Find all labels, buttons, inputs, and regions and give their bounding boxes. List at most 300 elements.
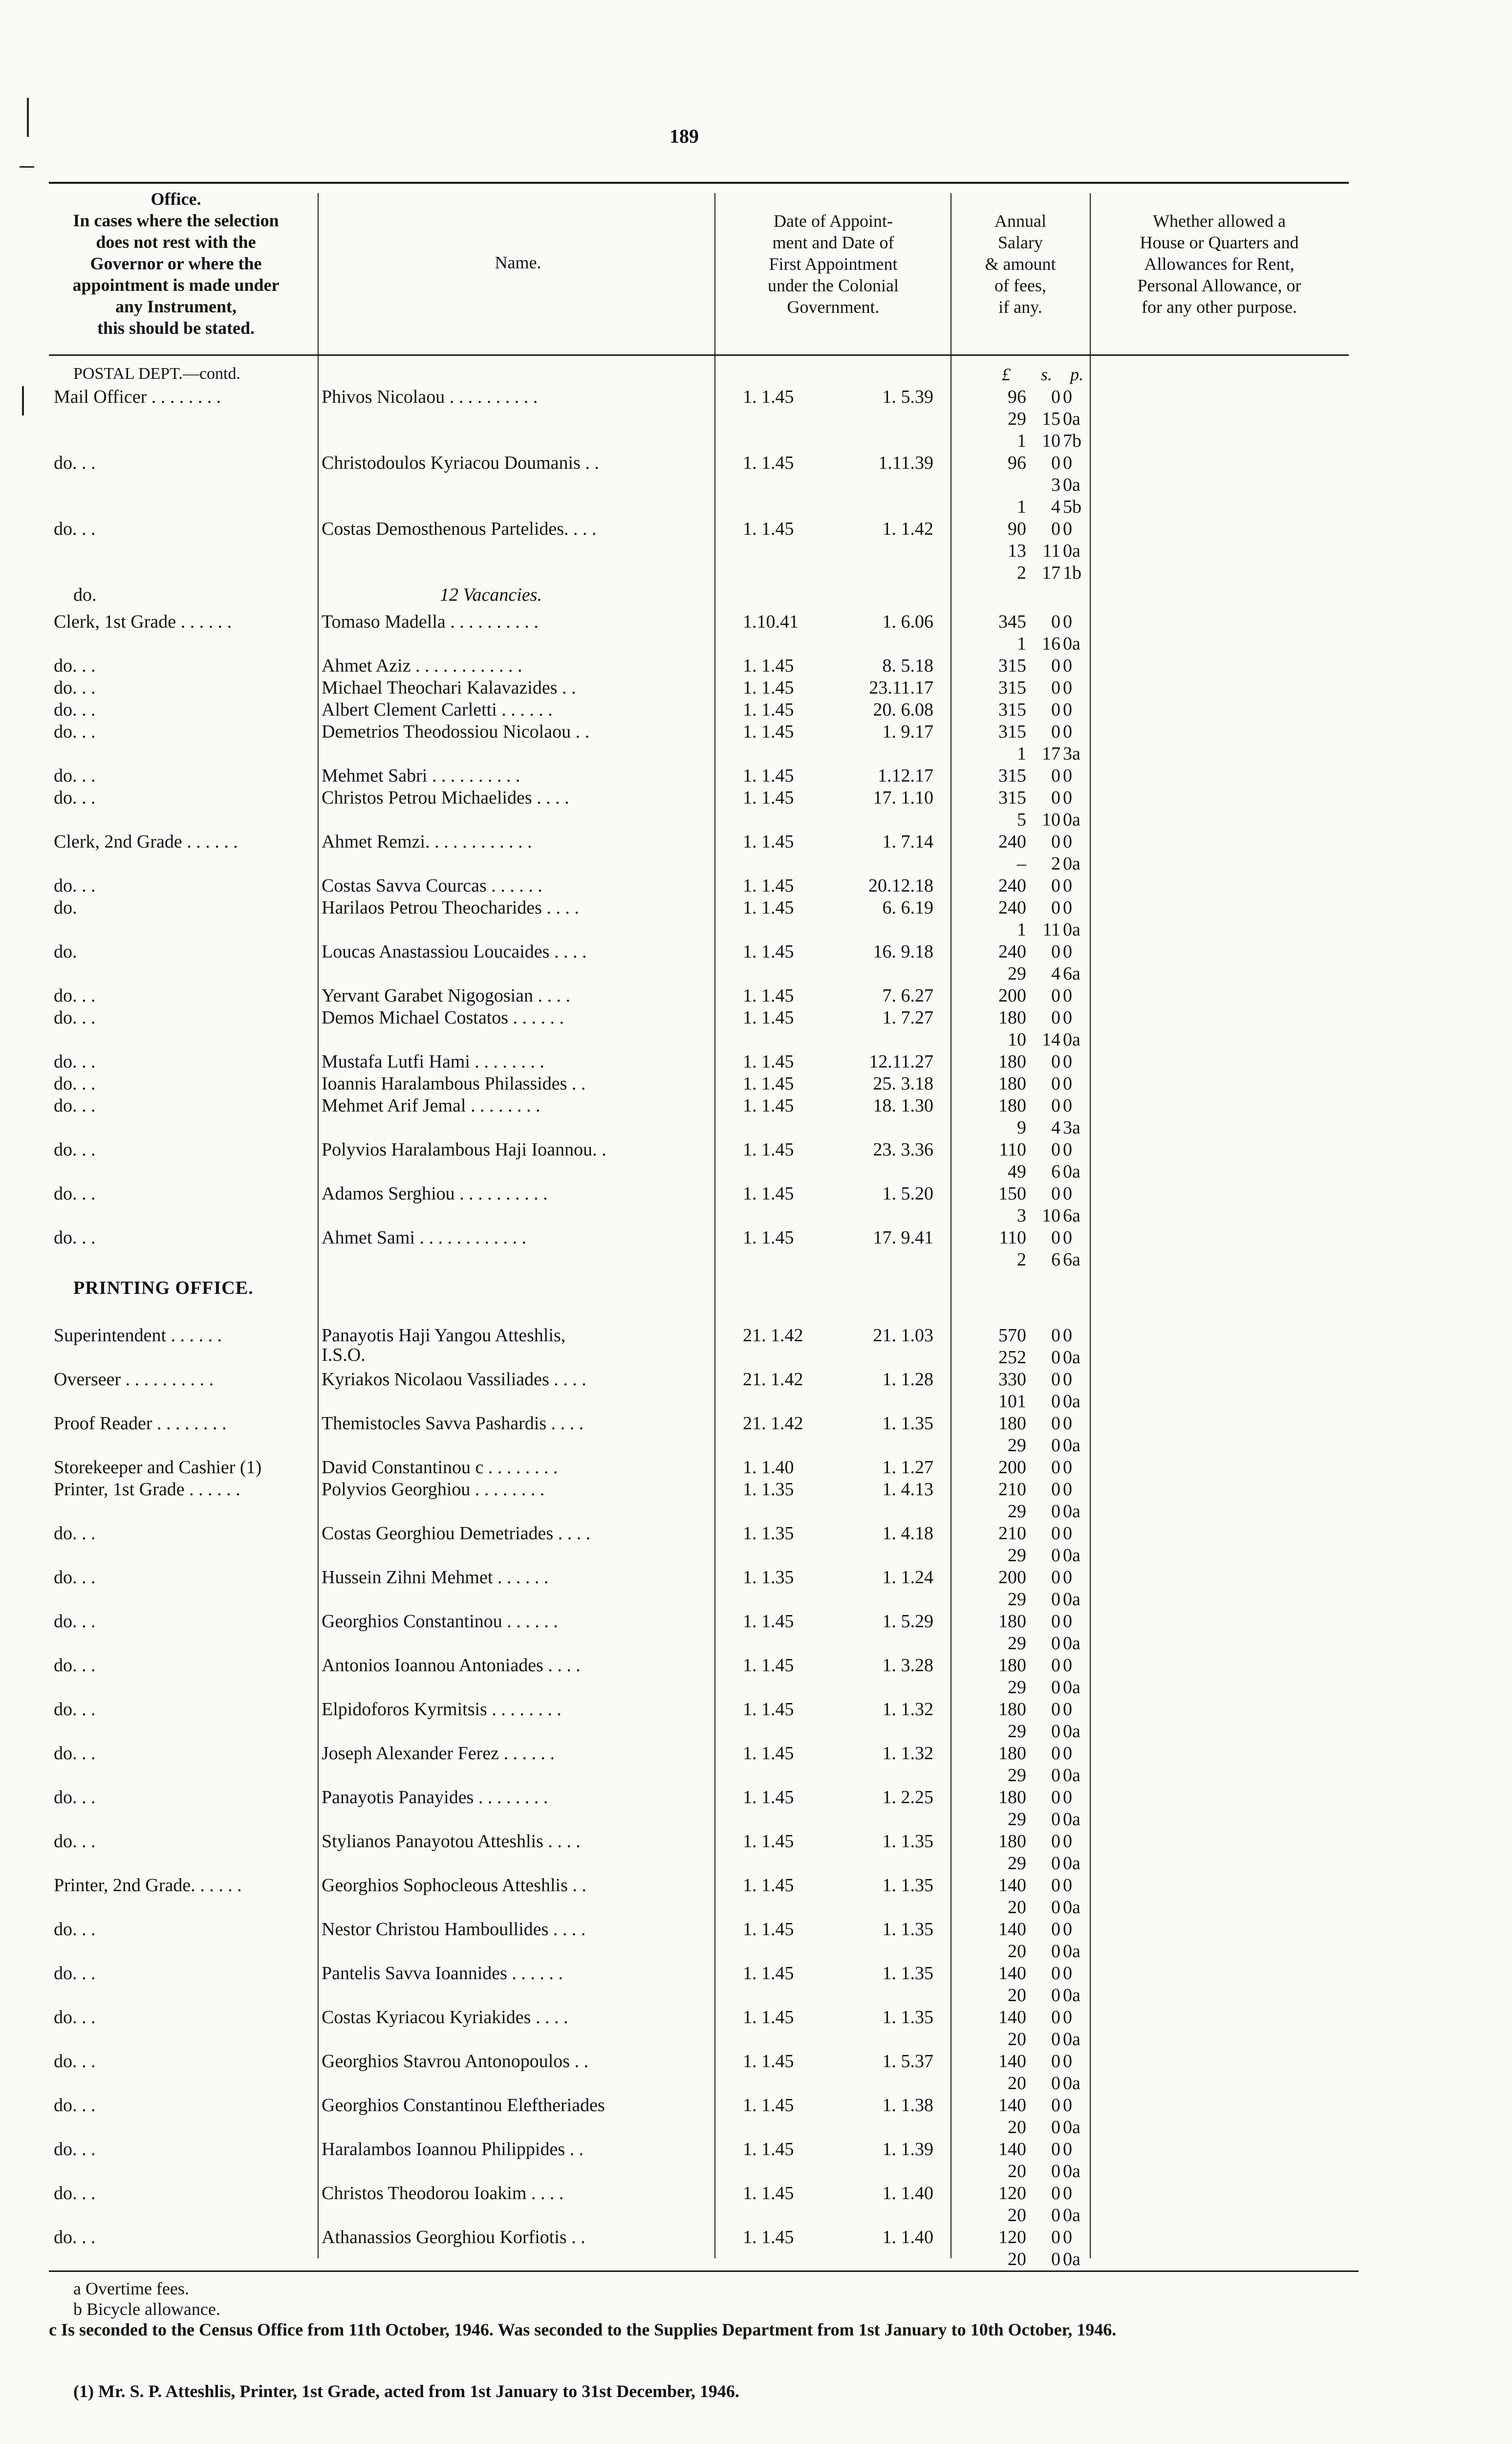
printing-section-title: PRINTING OFFICE. <box>73 1278 254 1298</box>
salary-shillings-cell: 0 <box>1051 1545 1060 1566</box>
salary-pence-cell: 0a <box>1063 853 1080 874</box>
table-row <box>0 1413 1512 1434</box>
salary-pence-cell: 0 <box>1063 2227 1072 2248</box>
office-cell: do. . . <box>54 2007 96 2028</box>
salary-pence-cell: 0a <box>1063 1161 1080 1182</box>
name-cell: Harilaos Petrou Theocharides . . . . <box>322 897 579 918</box>
table-row <box>0 2029 1512 2050</box>
salary-column-header: Annual Salary & amount of fees, if any. <box>985 211 1056 317</box>
salary-pounds-cell: 180 <box>998 1073 1026 1094</box>
salary-pounds-cell: 90 <box>1008 519 1026 539</box>
table-top-rule <box>49 182 1349 184</box>
table-row <box>0 1227 1512 1248</box>
salary-shillings-cell: 17 <box>1042 743 1060 764</box>
salary-pence-cell: 6a <box>1063 1249 1080 1270</box>
salary-pence-cell: 0 <box>1063 1227 1072 1248</box>
salary-pounds-cell: 49 <box>1008 1161 1026 1182</box>
table-row <box>0 1875 1512 1896</box>
salary-pounds-cell: 315 <box>998 721 1026 742</box>
appointment-date-cell: 1. 1.45 <box>743 1611 794 1632</box>
table-row <box>0 809 1512 830</box>
table-row <box>0 2160 1512 2182</box>
table-row <box>0 1655 1512 1676</box>
office-cell: do. . . <box>54 1787 96 1808</box>
salary-pounds-cell: 180 <box>998 1051 1026 1072</box>
salary-pounds-cell: 29 <box>1008 1435 1026 1456</box>
salary-shillings-cell: 0 <box>1051 1699 1060 1720</box>
footnote-c: c Is seconded to the Census Office from 11th October, 1946. Was seconded to the Supplies Department from 1st January to 10th October, 1946. <box>49 2320 1117 2339</box>
salary-shillings-cell: 0 <box>1051 875 1060 896</box>
first-appointment-date-cell: 1. 1.35 <box>882 2007 933 2028</box>
salary-pence-cell: 0 <box>1063 2007 1072 2028</box>
office-cell: Mail Officer . . . . . . . . <box>54 387 221 407</box>
first-appointment-date-cell: 1. 5.20 <box>882 1183 933 1204</box>
salary-pounds-cell: 240 <box>998 875 1026 896</box>
appointment-date-cell: 1. 1.45 <box>743 1073 794 1094</box>
office-cell: do. . . <box>54 787 96 808</box>
margin-mark <box>22 386 24 415</box>
salary-pounds-cell: 13 <box>1008 541 1026 561</box>
first-appointment-date-cell: 1. 1.35 <box>882 1875 933 1896</box>
first-appointment-date-cell: 1. 1.27 <box>882 1457 933 1478</box>
salary-pence-cell: 0a <box>1063 1677 1080 1698</box>
table-row <box>0 1765 1512 1786</box>
salary-pence-cell: 0 <box>1063 875 1072 896</box>
table-row <box>0 518 1512 540</box>
salary-shillings-cell: 0 <box>1051 1743 1060 1764</box>
salary-pounds-cell: 315 <box>998 787 1026 808</box>
salary-pence-cell: 0a <box>1063 2029 1080 2050</box>
office-cell: Overseer . . . . . . . . . . <box>54 1369 214 1390</box>
appointment-date-cell: 1. 1.35 <box>743 1567 794 1588</box>
salary-shillings-cell: 0 <box>1051 1523 1060 1544</box>
table-row <box>0 875 1512 896</box>
salary-pounds-cell: 29 <box>1008 1809 1026 1830</box>
salary-pounds-cell: 20 <box>1008 2029 1026 2050</box>
salary-pence-cell: 0 <box>1063 519 1072 539</box>
salary-pounds-cell: 140 <box>998 1919 1026 1940</box>
salary-pounds-cell: 1 <box>1017 431 1026 451</box>
table-row <box>0 611 1512 633</box>
salary-shillings-cell: 0 <box>1051 1765 1060 1786</box>
salary-pounds-cell: 5 <box>1017 809 1026 830</box>
name-cell: Ahmet Remzi. . . . . . . . . . . . <box>322 831 532 852</box>
salary-shillings-cell: 0 <box>1051 453 1060 473</box>
salary-pence-cell: 0a <box>1063 541 1080 561</box>
office-cell: do. . . <box>54 985 96 1006</box>
table-row <box>0 2204 1512 2226</box>
table-row <box>0 1095 1512 1116</box>
appointment-date-cell: 1. 1.45 <box>743 787 794 808</box>
office-cell: Superintendent . . . . . . <box>54 1325 222 1346</box>
salary-pounds-cell: 240 <box>998 941 1026 962</box>
table-row <box>0 1985 1512 2006</box>
first-appointment-date-cell: 1. 1.35 <box>882 1413 933 1434</box>
salary-pence-cell: 6a <box>1063 1205 1080 1226</box>
office-cell: do. . . <box>54 2051 96 2072</box>
salary-pence-cell: 0a <box>1063 1029 1080 1050</box>
office-cell: do. . . <box>54 519 96 539</box>
office-cell: do. . . <box>54 1073 96 1094</box>
salary-shillings-cell: 0 <box>1051 1183 1060 1204</box>
name-cell: Christodoulos Kyriacou Doumanis . . <box>322 453 599 473</box>
salary-pence-cell: 3a <box>1063 1117 1080 1138</box>
appointment-date-cell: 1. 1.45 <box>743 2227 794 2248</box>
table-row <box>0 1699 1512 1720</box>
salary-pence-cell: 0 <box>1063 1139 1072 1160</box>
salary-shillings-cell: 0 <box>1051 677 1060 698</box>
salary-pounds-cell: 29 <box>1008 1765 1026 1786</box>
salary-pence-cell: 0 <box>1063 1611 1072 1632</box>
first-appointment-date-cell: 1. 5.37 <box>882 2051 933 2072</box>
table-row <box>0 2226 1512 2248</box>
salary-pence-cell: 0 <box>1063 1369 1072 1390</box>
office-cell: do. . . <box>54 1963 96 1984</box>
salary-shillings-cell: 0 <box>1051 2051 1060 2072</box>
name-cell: Adamos Serghiou . . . . . . . . . . <box>322 1183 548 1204</box>
table-row <box>0 474 1512 496</box>
salary-pence-cell: 0 <box>1063 1743 1072 1764</box>
salary-pounds-cell: 1 <box>1017 633 1026 654</box>
salary-shillings-cell: 0 <box>1051 699 1060 720</box>
name-cell: Mustafa Lutfi Hami . . . . . . . . <box>322 1051 544 1072</box>
name-cell: Athanassios Georghiou Korfiotis . . <box>322 2227 585 2248</box>
appointment-date-cell: 1. 1.45 <box>743 2007 794 2028</box>
table-row <box>0 633 1512 655</box>
salary-shillings-cell: 0 <box>1051 897 1060 918</box>
appointment-date-cell: 1. 1.45 <box>743 2095 794 2116</box>
salary-pounds-cell: 20 <box>1008 1985 1026 2006</box>
salary-shillings-cell: 0 <box>1051 1897 1060 1918</box>
salary-pence-cell: 0 <box>1063 2095 1072 2116</box>
salary-shillings-cell: 0 <box>1051 2183 1060 2204</box>
first-appointment-date-cell: 1. 1.42 <box>882 519 933 539</box>
salary-shillings-cell: 0 <box>1051 1391 1060 1412</box>
first-appointment-date-cell: 1. 1.38 <box>882 2095 933 2116</box>
table-row <box>0 2248 1512 2270</box>
salary-pounds-cell: 200 <box>998 1457 1026 1478</box>
appointment-date-cell: 1. 1.45 <box>743 1963 794 1984</box>
name-cell: Costas Georghiou Demetriades . . . . <box>322 1523 591 1544</box>
appointment-date-cell: 1. 1.45 <box>743 655 794 676</box>
appointment-date-cell: 1. 1.35 <box>743 1523 794 1544</box>
first-appointment-date-cell: 1. 1.24 <box>882 1567 933 1588</box>
salary-pence-cell: 0 <box>1063 1919 1072 1940</box>
salary-pence-cell: 0 <box>1063 1567 1072 1588</box>
salary-pounds-cell: 29 <box>1008 1677 1026 1698</box>
appointment-date-cell: 1. 1.45 <box>743 985 794 1006</box>
salary-shillings-cell: 0 <box>1051 1479 1060 1500</box>
salary-shillings-cell: 17 <box>1042 563 1060 583</box>
vacancies-office: do. <box>73 585 97 605</box>
salary-shillings-cell: 0 <box>1051 2073 1060 2094</box>
salary-shillings-cell: 4 <box>1051 1117 1060 1138</box>
salary-pence-cell: 0a <box>1063 1985 1080 2006</box>
table-row <box>0 1435 1512 1456</box>
first-appointment-date-cell: 20. 6.08 <box>873 699 933 720</box>
salary-pence-cell: 0a <box>1063 1721 1080 1742</box>
salary-pence-cell: 0 <box>1063 1699 1072 1720</box>
office-cell: do. . . <box>54 655 96 676</box>
salary-shillings-cell: 0 <box>1051 941 1060 962</box>
office-cell: do. <box>54 897 77 918</box>
salary-shillings-cell: 0 <box>1051 765 1060 786</box>
salary-pounds-cell: 20 <box>1008 1941 1026 1962</box>
salary-shillings-cell: 0 <box>1051 1611 1060 1632</box>
first-appointment-date-cell: 1. 1.40 <box>882 2183 933 2204</box>
table-row <box>0 562 1512 584</box>
office-cell: do. . . <box>54 721 96 742</box>
salary-shillings-cell: 0 <box>1051 1831 1060 1852</box>
table-row <box>0 1743 1512 1764</box>
salary-shillings-cell: 0 <box>1051 1435 1060 1456</box>
salary-pence-cell: 0a <box>1063 1809 1080 1830</box>
salary-pence-cell: 0 <box>1063 1413 1072 1434</box>
name-cell: Christos Theodorou Ioakim . . . . <box>322 2183 564 2204</box>
salary-shillings-cell: 0 <box>1051 787 1060 808</box>
office-cell: do. . . <box>54 2227 96 2248</box>
salary-pounds-cell: 210 <box>998 1479 1026 1500</box>
salary-pounds-cell: 1 <box>1017 919 1026 940</box>
table-row <box>0 941 1512 962</box>
name-cell: Pantelis Savva Ioannides . . . . . . <box>322 1963 563 1984</box>
appointment-date-cell: 1. 1.45 <box>743 1051 794 1072</box>
salary-pence-cell: 0 <box>1063 1831 1072 1852</box>
name-cell: Ahmet Sami . . . . . . . . . . . . <box>322 1227 527 1248</box>
salary-pounds-cell: 20 <box>1008 2073 1026 2094</box>
salary-shillings-cell: 0 <box>1051 1787 1060 1808</box>
appointment-date-cell: 1. 1.45 <box>743 677 794 698</box>
salary-pounds-cell: 2 <box>1017 563 1026 583</box>
salary-pounds-cell: 140 <box>998 2095 1026 2116</box>
appointment-date-cell: 1. 1.45 <box>743 2183 794 2204</box>
salary-pounds-cell: 1 <box>1017 497 1026 517</box>
first-appointment-date-cell: 1. 1.32 <box>882 1743 933 1764</box>
salary-pounds-cell: 315 <box>998 765 1026 786</box>
currency-pence: p. <box>1070 365 1083 384</box>
salary-pence-cell: 0a <box>1063 1765 1080 1786</box>
salary-pence-cell: 0a <box>1063 919 1080 940</box>
salary-shillings-cell: 0 <box>1051 1919 1060 1940</box>
salary-pence-cell: 0a <box>1063 809 1080 830</box>
first-appointment-date-cell: 1. 2.25 <box>882 1787 933 1808</box>
appointment-date-cell: 1. 1.45 <box>743 1655 794 1676</box>
salary-pence-cell: 0 <box>1063 985 1072 1006</box>
salary-pence-cell: 0 <box>1063 2139 1072 2160</box>
salary-pence-cell: 0 <box>1063 1007 1072 1028</box>
salary-pounds-cell: – <box>1017 853 1026 874</box>
salary-shillings-cell: 0 <box>1051 1655 1060 1676</box>
salary-shillings-cell: 0 <box>1051 2139 1060 2160</box>
salary-pounds-cell: 20 <box>1008 2161 1026 2182</box>
first-appointment-date-cell: 1. 4.18 <box>882 1523 933 1544</box>
table-row <box>0 2117 1512 2138</box>
table-row <box>0 408 1512 430</box>
appointment-date-cell: 1. 1.35 <box>743 1479 794 1500</box>
office-cell: Storekeeper and Cashier (1) <box>54 1457 262 1478</box>
table-row <box>0 2182 1512 2204</box>
office-cell: do. <box>54 941 77 962</box>
office-cell: Printer, 1st Grade . . . . . . <box>54 1479 240 1500</box>
appointment-date-cell: 1. 1.45 <box>743 2051 794 2072</box>
salary-pence-cell: 7b <box>1063 431 1081 451</box>
office-cell: do. . . <box>54 1567 96 1588</box>
name-cell: Kyriakos Nicolaou Vassiliades . . . . <box>322 1369 586 1390</box>
salary-pence-cell: 0a <box>1063 1589 1080 1610</box>
appointment-date-cell: 21. 1.42 <box>743 1325 803 1346</box>
salary-pounds-cell: 3 <box>1017 1205 1026 1226</box>
salary-pounds-cell: 180 <box>998 1007 1026 1028</box>
salary-pounds-cell: 140 <box>998 1875 1026 1896</box>
salary-shillings-cell: 10 <box>1042 431 1060 451</box>
table-row <box>0 765 1512 786</box>
table-row <box>0 831 1512 852</box>
salary-pence-cell: 0 <box>1063 611 1072 632</box>
appointment-date-cell: 21. 1.42 <box>743 1369 803 1390</box>
salary-pence-cell: 0 <box>1063 1073 1072 1094</box>
first-appointment-date-cell: 1. 6.06 <box>882 611 933 632</box>
name-column-header: Name. <box>495 253 541 272</box>
salary-pounds-cell: 29 <box>1008 1633 1026 1654</box>
salary-pounds-cell: 252 <box>998 1347 1026 1368</box>
name-cell: Christos Petrou Michaelides . . . . <box>322 787 569 808</box>
salary-pounds-cell: 315 <box>998 699 1026 720</box>
salary-pounds-cell: 29 <box>1008 1721 1026 1742</box>
appointment-date-cell: 1. 1.45 <box>743 831 794 852</box>
first-appointment-date-cell: 1. 1.35 <box>882 1831 933 1852</box>
page-number: 189 <box>670 125 699 147</box>
name-cell: Demos Michael Costatos . . . . . . <box>322 1007 564 1028</box>
salary-shillings-cell: 0 <box>1051 1985 1060 2006</box>
table-row <box>0 496 1512 518</box>
salary-pounds-cell: 96 <box>1008 453 1026 473</box>
table-bottom-rule <box>49 2270 1359 2272</box>
table-row <box>0 1523 1512 1544</box>
appointment-date-cell: 1. 1.45 <box>743 1875 794 1896</box>
salary-pence-cell: 0 <box>1063 721 1072 742</box>
salary-pence-cell: 0 <box>1063 1325 1072 1346</box>
salary-pounds-cell: 101 <box>998 1391 1026 1412</box>
salary-pence-cell: 0 <box>1063 897 1072 918</box>
office-cell: do. . . <box>54 1919 96 1940</box>
salary-pounds-cell: 140 <box>998 2051 1026 2072</box>
salary-pounds-cell: 180 <box>998 1655 1026 1676</box>
table-row <box>0 2051 1512 2072</box>
table-row <box>0 540 1512 562</box>
name-cell: Costas Demosthenous Partelides. . . . <box>322 519 597 539</box>
table-row <box>0 1391 1512 1412</box>
salary-shillings-cell: 0 <box>1051 1941 1060 1962</box>
salary-pence-cell: 0 <box>1063 655 1072 676</box>
postal-section-title: POSTAL DEPT.—contd. <box>73 365 240 383</box>
first-appointment-date-cell: 1.12.17 <box>878 765 933 786</box>
first-appointment-date-cell: 1. 1.40 <box>882 2227 933 2248</box>
table-row <box>0 655 1512 676</box>
table-row <box>0 2138 1512 2160</box>
header-bottom-rule <box>49 354 1349 356</box>
first-appointment-date-cell: 17. 1.10 <box>873 787 933 808</box>
salary-pounds-cell: 10 <box>1008 1029 1026 1050</box>
first-appointment-date-cell: 1. 1.32 <box>882 1699 933 1720</box>
salary-shillings-cell: 0 <box>1051 1633 1060 1654</box>
name-cell: Yervant Garabet Nigogosian . . . . <box>322 985 571 1006</box>
salary-shillings-cell: 0 <box>1051 519 1060 539</box>
name-cell: Themistocles Savva Pashardis . . . . <box>322 1413 584 1434</box>
salary-shillings-cell: 11 <box>1042 919 1060 940</box>
salary-pence-cell: 0a <box>1063 1347 1080 1368</box>
salary-pounds-cell: 330 <box>998 1369 1026 1390</box>
office-cell: do. . . <box>54 2139 96 2160</box>
office-cell: do. . . <box>54 1139 96 1160</box>
name-cell: Demetrios Theodossiou Nicolaou . . <box>322 721 590 742</box>
name-cell: Mehmet Sabri . . . . . . . . . . <box>322 765 520 786</box>
salary-shillings-cell: 0 <box>1051 2227 1060 2248</box>
salary-shillings-cell: 0 <box>1051 2205 1060 2226</box>
salary-shillings-cell: 0 <box>1051 1677 1060 1698</box>
salary-pounds-cell: 150 <box>998 1183 1026 1204</box>
salary-shillings-cell: 0 <box>1051 1457 1060 1478</box>
salary-shillings-cell: 4 <box>1051 497 1060 517</box>
office-cell: do. . . <box>54 875 96 896</box>
salary-shillings-cell: 10 <box>1042 809 1060 830</box>
name-cell: Georghios Stavrou Antonopoulos . . <box>322 2051 589 2072</box>
table-row <box>0 1183 1512 1204</box>
salary-shillings-cell: 0 <box>1051 985 1060 1006</box>
appointment-date-cell: 1. 1.45 <box>743 2139 794 2160</box>
salary-shillings-cell: 3 <box>1051 475 1060 495</box>
salary-pounds-cell: 20 <box>1008 1897 1026 1918</box>
currency-shilling: s. <box>1041 365 1053 384</box>
salary-pounds-cell: 29 <box>1008 1545 1026 1566</box>
first-appointment-date-cell: 7. 6.27 <box>882 985 933 1006</box>
salary-pence-cell: 0 <box>1063 1787 1072 1808</box>
salary-pounds-cell: 29 <box>1008 963 1026 984</box>
salary-pence-cell: 0 <box>1063 387 1072 407</box>
name-cell: David Constantinou c . . . . . . . . <box>322 1457 558 1478</box>
salary-pence-cell: 0 <box>1063 1051 1072 1072</box>
table-row <box>0 1853 1512 1874</box>
table-row <box>0 1479 1512 1500</box>
salary-shillings-cell: 0 <box>1051 655 1060 676</box>
salary-shillings-cell: 0 <box>1051 1589 1060 1610</box>
salary-shillings-cell: 0 <box>1051 1073 1060 1094</box>
name-cell: Panayotis Panayides . . . . . . . . <box>322 1787 548 1808</box>
table-row <box>0 2073 1512 2094</box>
name-cell: Georghios Constantinou Eleftheriades <box>322 2095 605 2116</box>
salary-pence-cell: 0a <box>1063 1545 1080 1566</box>
table-row <box>0 1721 1512 1742</box>
salary-pounds-cell: 96 <box>1008 387 1026 407</box>
salary-shillings-cell: 0 <box>1051 1809 1060 1830</box>
table-row <box>0 1809 1512 1830</box>
salary-pounds-cell: 200 <box>998 985 1026 1006</box>
office-cell: Clerk, 1st Grade . . . . . . <box>54 611 232 632</box>
appointment-date-cell: 1. 1.45 <box>743 1787 794 1808</box>
first-appointment-date-cell: 1. 1.39 <box>882 2139 933 2160</box>
salary-pounds-cell: 110 <box>999 1139 1026 1160</box>
salary-shillings-cell: 0 <box>1051 2117 1060 2138</box>
table-row <box>0 1831 1512 1852</box>
table-row <box>0 1139 1512 1160</box>
salary-pounds-cell: 180 <box>998 1413 1026 1434</box>
first-appointment-date-cell: 1. 4.13 <box>882 1479 933 1500</box>
salary-pounds-cell: 29 <box>1008 409 1026 429</box>
appointment-date-cell: 1. 1.45 <box>743 1699 794 1720</box>
salary-pounds-cell: 2 <box>1017 1249 1026 1270</box>
first-appointment-date-cell: 8. 5.18 <box>882 655 933 676</box>
name-cell: Albert Clement Carletti . . . . . . <box>322 699 553 720</box>
name-cell: Polyvios Georghiou . . . . . . . . <box>322 1479 545 1500</box>
